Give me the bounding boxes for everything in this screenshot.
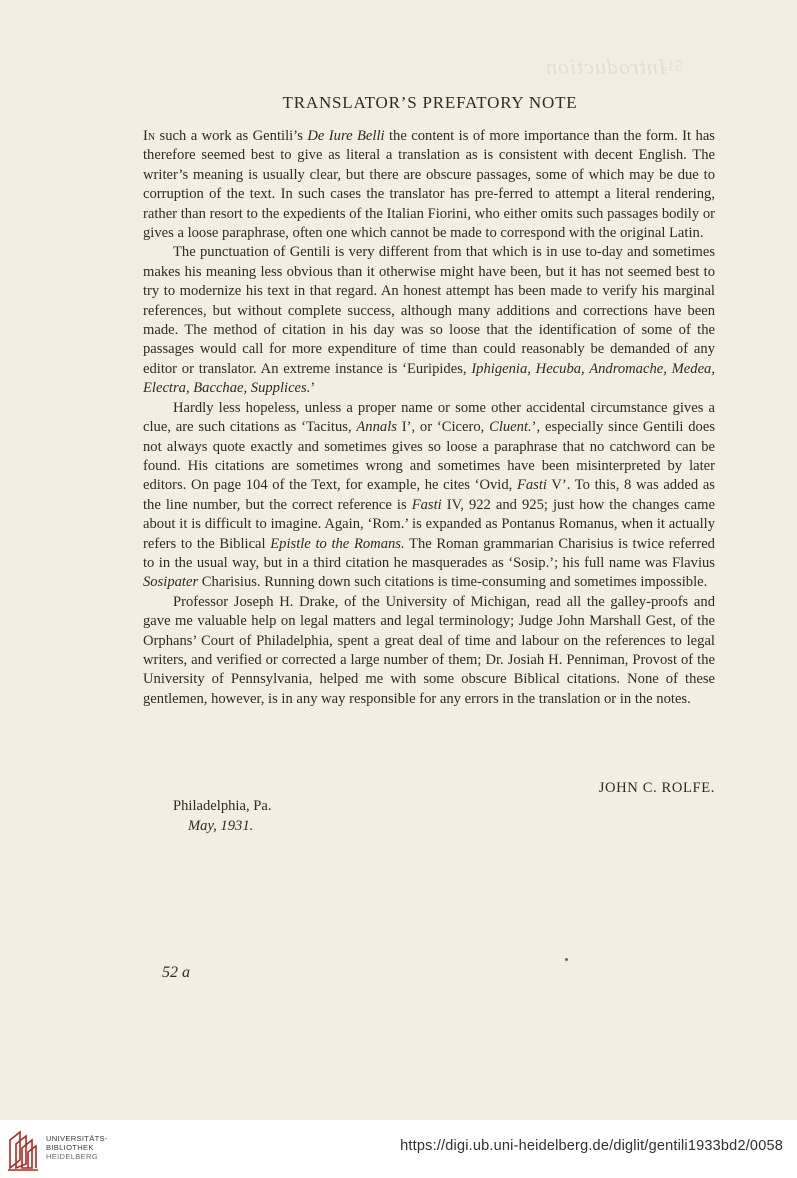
place-line: Philadelphia, Pa. (173, 798, 272, 814)
library-logo-icon[interactable] (6, 1128, 40, 1172)
footer-bar (0, 1120, 797, 1178)
page-number: 52 a (162, 964, 190, 981)
body-text (143, 127, 715, 709)
bleed-through-page-number: 51a (660, 58, 684, 75)
source-url-link[interactable]: https://digi.ub.uni-heidelberg.de/diglit/gentili1933bd2/0058 (400, 1138, 783, 1154)
ink-dot (565, 958, 568, 961)
bleed-through-header: Introduction (545, 54, 667, 79)
paragraph-2: The punctuation of Gentili is very different from that which is in use to-day and sometimes makes his meaning less obvious than it otherwise might have been, but it has not seemed best to try to modernize his text in that regard. An honest attempt has been made to verify his marginal references, but without complete success, although many additions and corrections have been made. The method of citation in his day was so loose that the identification of some of the passages would call for more expenditure of time than could reasonably be demanded of any editor or translator. An extreme instance is ‘Euripides, Iphigenia, Hecuba, Andromache, Medea, Electra, Bacchae, Supplices.’ (143, 244, 715, 397)
date-line: May, 1931. (188, 818, 254, 834)
paragraph-1: In such a work as Gentili’s De Iure Belli the content is of more importance than the form. It has therefore seemed best to give as literal a translation as is consistent with decent English. The writer’s meaning is usually clear, but there are obscure passages, some of which may be due to corruption of the text. In such cases the translator has pre-ferred to attempt a literal rendering, rather than resort to the expedients of the Italian Fiorini, who either omits such passages bodily or gives a loose paraphrase, often one which cannot be made to correspond with the original Latin. (143, 128, 715, 242)
signature: JOHN C. ROLFE. (598, 780, 715, 796)
page-title: TRANSLATOR’S PREFATORY NOTE (282, 93, 578, 112)
paragraph-4: Professor Joseph H. Drake, of the University of Michigan, read all the galley-proofs and gave me valuable help on legal matters and legal terminology; Judge John Marshall Gest, of the Orphans’ Court of Philadelphia, spent a great deal of time and labour on the references to legal writers, and verified or corrected a large number of them; Dr. Josiah H. Penniman, Provost of the University of Pennsylvania, helped me with some obscure Biblical citations. None of these gentlemen, however, is in any way responsible for any errors in the translation or in the notes. (143, 593, 715, 707)
library-name[interactable]: UNIVERSITÄTS- BIBLIOTHEK HEIDELBERG (46, 1134, 108, 1162)
paragraph-3: Hardly less hopeless, unless a proper name or some other accidental circumstance gives a clue, are such citations as ‘Tacitus, Annals I’, or ‘Cicero, Cluent.’, especially since Gentili does not always quote exactly and sometimes gives so loose a paraphrase that no catchword can be found. His citations are sometimes wrong and sometimes have been misinterpreted by later editors. On page 104 of the Text, for example, he cites ‘Ovid, Fasti V’. To this, 8 was added as the line number, but the correct reference is Fasti IV, 922 and 925; just how the changes came about it is difficult to imagine. Again, ‘Rom.’ is expanded as Pontanus Romanus, when it actually refers to the Biblical Epistle to the Romans. The Roman grammarian Charisius is twice referred to in the usual way, but in a third citation he masquerades as ‘Sosip.’; his full name was Flavius Sosipater Charisius. Running down such citations is time-consuming and sometimes impossible. (143, 399, 716, 591)
